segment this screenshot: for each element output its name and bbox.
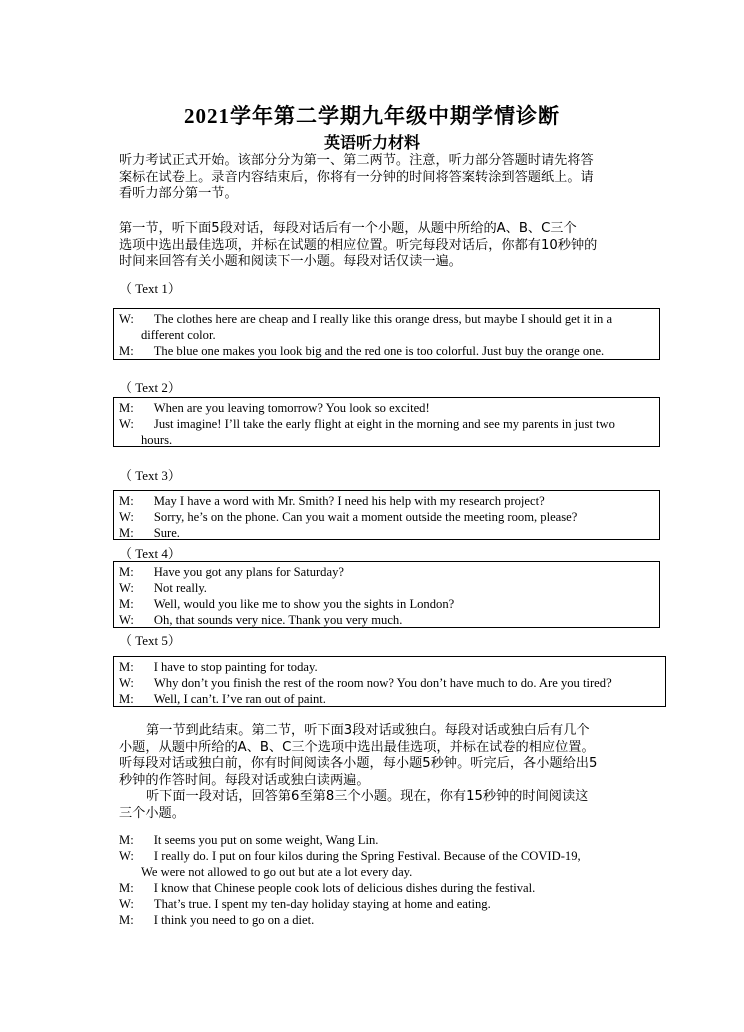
line-text: Have you got any plans for Saturday?	[153, 565, 344, 579]
section2-instr-line: 听下面一段对话，回答第6至第8三个小题。现在，你有15秒钟的时间阅读这	[146, 789, 589, 804]
section1-line: 时间来回答有关小题和阅读下一小题。每段对话仅读一遍。	[119, 254, 462, 269]
dialogue-line	[119, 848, 581, 864]
text5-label: （ Text 5）	[119, 633, 181, 648]
dialogue-line	[119, 596, 659, 612]
dialogue-line	[119, 400, 659, 416]
intro-line: 案标在试卷上。录音内容结束后，你将有一分钟的时间将答案转涂到答题纸上。请	[119, 169, 594, 185]
dialogue-line	[119, 493, 659, 509]
dialogue-line	[119, 896, 581, 912]
section2-line: 小题，从题中所给的A、B、C三个选项中选出最佳选项，并标在试卷的相应位置。	[119, 739, 595, 755]
speaker: W:	[119, 897, 134, 911]
dialogue-line	[119, 659, 665, 675]
dialogue-line	[119, 327, 659, 343]
section2-line: 第一节到此结束。第二节，听下面3段对话或独白。每段对话或独白后有几个	[146, 723, 590, 738]
intro-line: 看听力部分第一节。	[119, 186, 238, 201]
speaker: M:	[119, 881, 134, 895]
line-text: That’s true. I spent my ten-day holiday staying at home and eating.	[153, 897, 491, 911]
speaker: W:	[119, 676, 134, 690]
text4-dialogue-box	[113, 561, 660, 628]
intro-line: 听力考试正式开始。该部分分为第一、第二两节。注意，听力部分答题时请先将答	[119, 153, 594, 168]
line-text: Not really.	[153, 581, 207, 595]
text5-dialogue-box	[113, 656, 666, 707]
dialogue-line	[119, 912, 581, 928]
line-text: Oh, that sounds very nice. Thank you very much.	[153, 613, 403, 627]
speaker: W:	[119, 849, 134, 863]
speaker: M:	[119, 344, 134, 358]
speaker: M:	[119, 692, 134, 706]
text1-label: （ Text 1）	[119, 281, 181, 296]
dialogue-line	[119, 880, 581, 896]
dialogue-line	[119, 580, 659, 596]
dialogue-line	[119, 311, 659, 327]
line-text: We were not allowed to go out but ate a lot every day.	[141, 865, 413, 879]
speaker: M:	[119, 526, 134, 540]
line-text: The blue one makes you look big and the red one is too colorful. Just buy the orange one.	[153, 344, 605, 358]
line-text: May I have a word with Mr. Smith? I need his help with my research project?	[153, 494, 545, 508]
line-text: Why don’t you finish the rest of the room now? You don’t have much to do. Are you tired?	[153, 676, 612, 690]
speaker: M:	[119, 565, 134, 579]
dialogue-line	[119, 675, 665, 691]
section1-instructions	[119, 221, 597, 271]
line-text: Well, I can’t. I’ve ran out of paint.	[153, 692, 326, 706]
section2-line: 听每段对话或独白前，你有时间阅读各小题，每小题5秒钟。听完后，各小题给出5	[119, 756, 598, 771]
text3-dialogue-box	[113, 490, 660, 540]
dialogue-line	[119, 416, 659, 432]
dialogue-line	[119, 832, 581, 848]
line-text: hours.	[141, 433, 173, 447]
dialogue-line	[119, 691, 665, 707]
speaker: W:	[119, 581, 134, 595]
text1-dialogue-box	[113, 308, 660, 360]
speaker: W:	[119, 613, 134, 627]
section2-line: 秒钟的作答时间。每段对话或独白读两遍。	[119, 772, 370, 788]
speaker: W:	[119, 417, 134, 431]
line-text: different color.	[141, 328, 216, 342]
speaker: W:	[119, 312, 134, 326]
dialogue-line	[119, 612, 659, 628]
dialogue-line	[119, 564, 659, 580]
speaker: M:	[119, 913, 134, 927]
text2-dialogue-box	[113, 397, 660, 447]
speaker: M:	[119, 833, 134, 847]
page-subtitle: 英语听力材料	[323, 135, 420, 152]
text2-label: （ Text 2）	[119, 380, 181, 395]
speaker: W:	[119, 510, 134, 524]
line-text: Sorry, he’s on the phone. Can you wait a moment outside the meeting room, please?	[153, 510, 578, 524]
page-title: 2021学年第二学期九年级中期学情诊断	[184, 104, 560, 128]
text3-label: （ Text 3）	[119, 468, 181, 483]
section2-instr-line: 三个小题。	[119, 805, 185, 821]
dialogue-line	[119, 509, 659, 525]
line-text: I know that Chinese people cook lots of delicious dishes during the festival.	[153, 881, 536, 895]
line-text: Well, would you like me to show you the sights in London?	[153, 597, 455, 611]
line-text: I think you need to go on a diet.	[153, 913, 315, 927]
dialogue-line	[119, 432, 659, 448]
section1-line: 第一节，听下面5段对话，每段对话后有一个小题，从题中所给的A、B、C三个	[119, 221, 577, 236]
text4-label: （ Text 4）	[119, 546, 181, 561]
section1-line: 选项中选出最佳选项，并标在试题的相应位置。听完每段对话后，你都有10秒钟的	[119, 237, 598, 253]
line-text: I have to stop painting for today.	[153, 660, 318, 674]
dialogue-line	[119, 343, 659, 359]
speaker: M:	[119, 597, 134, 611]
dialogue-line	[119, 525, 659, 541]
speaker: M:	[119, 494, 134, 508]
speaker: M:	[119, 401, 134, 415]
line-text: It seems you put on some weight, Wang Lin.	[153, 833, 379, 847]
line-text: The clothes here are cheap and I really like this orange dress, but maybe I should get it in a	[153, 312, 613, 326]
line-text: I really do. I put on four kilos during the Spring Festival. Because of the COVID-19,	[153, 849, 581, 863]
section2-dialogue	[119, 832, 581, 928]
intro-paragraph	[119, 153, 594, 203]
speaker: M:	[119, 660, 134, 674]
section2-instructions	[119, 723, 597, 822]
line-text: Sure.	[153, 526, 180, 540]
dialogue-line	[119, 864, 581, 880]
line-text: Just imagine! I’ll take the early flight at eight in the morning and see my parents in just two	[153, 417, 615, 431]
line-text: When are you leaving tomorrow? You look so excited!	[153, 401, 430, 415]
